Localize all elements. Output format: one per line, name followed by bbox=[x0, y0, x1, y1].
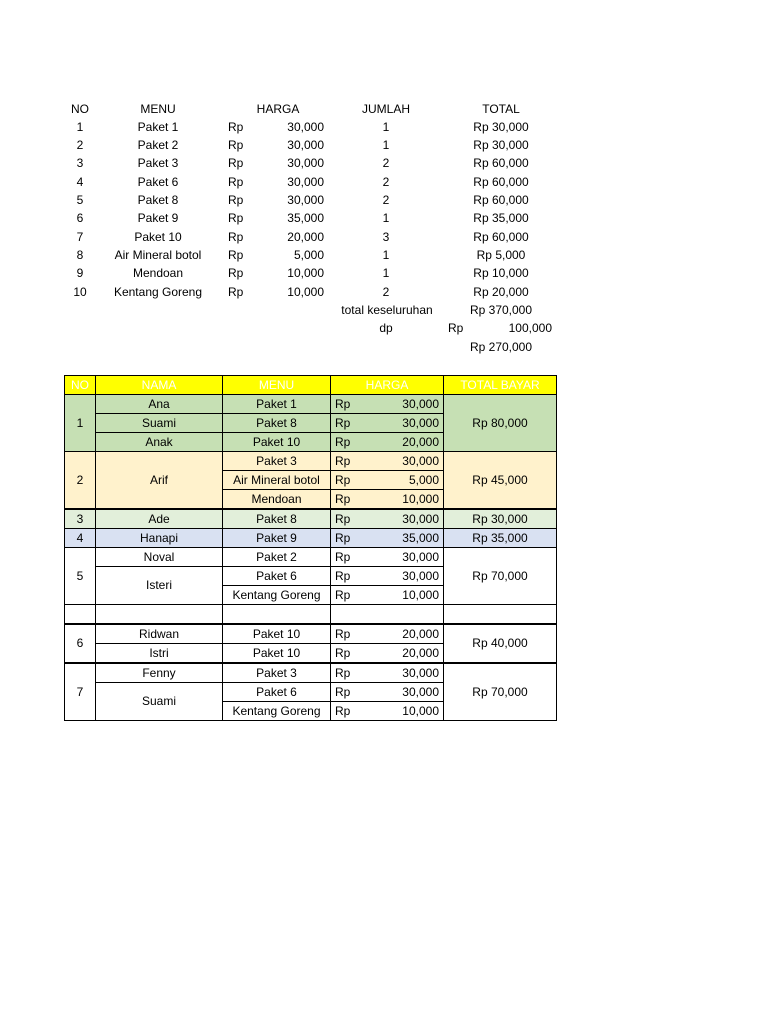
summary-menu: Air Mineral botol bbox=[114, 248, 202, 262]
header-jumlah: JUMLAH bbox=[361, 102, 410, 116]
bill-currency: Rp bbox=[331, 624, 369, 644]
bill-currency: Rp bbox=[331, 433, 369, 452]
summary-jumlah: 2 bbox=[382, 193, 390, 207]
bill-menu: Kentang Goreng bbox=[223, 702, 331, 721]
bill-total: Rp 70,000 bbox=[444, 663, 557, 721]
bill-currency: Rp bbox=[331, 548, 369, 567]
summary-menu: Paket 8 bbox=[137, 193, 179, 207]
empty-cell bbox=[65, 605, 96, 625]
summary-harga: 30,000 bbox=[287, 138, 324, 152]
bill-harga: 30,000 bbox=[369, 567, 444, 586]
bill-harga: 30,000 bbox=[369, 395, 444, 414]
summary-currency: Rp bbox=[228, 285, 244, 299]
bill-harga: 30,000 bbox=[369, 509, 444, 529]
bill-currency: Rp bbox=[331, 471, 369, 490]
empty-cell bbox=[223, 605, 331, 625]
dp-currency: Rp bbox=[448, 321, 464, 335]
table-row bbox=[65, 548, 557, 567]
bill-menu: Paket 2 bbox=[223, 548, 331, 567]
bill-no: 4 bbox=[65, 529, 96, 548]
summary-total: Rp 60,000 bbox=[473, 230, 529, 244]
summary-harga: 30,000 bbox=[287, 193, 324, 207]
table-row bbox=[65, 624, 557, 644]
bill-currency: Rp bbox=[331, 683, 369, 702]
summary-currency: Rp bbox=[228, 175, 244, 189]
dp-label: dp bbox=[379, 321, 393, 335]
bill-no: 5 bbox=[65, 548, 96, 605]
summary-jumlah: 1 bbox=[382, 138, 390, 152]
summary-currency: Rp bbox=[228, 193, 244, 207]
table-row bbox=[65, 509, 557, 529]
bill-name: Istri bbox=[96, 644, 223, 664]
bill-currency: Rp bbox=[331, 414, 369, 433]
bill-header-no: NO bbox=[65, 376, 96, 395]
bill-no: 2 bbox=[65, 452, 96, 510]
summary-total: Rp 30,000 bbox=[473, 138, 529, 152]
summary-jumlah: 2 bbox=[382, 156, 390, 170]
bill-currency: Rp bbox=[331, 567, 369, 586]
summary-menu: Paket 10 bbox=[134, 230, 182, 244]
bill-total: Rp 80,000 bbox=[444, 395, 557, 452]
summary-currency: Rp bbox=[228, 230, 244, 244]
bill-name: Hanapi bbox=[96, 529, 223, 548]
summary-menu: Paket 9 bbox=[137, 211, 179, 225]
summary-menu: Paket 1 bbox=[137, 120, 179, 134]
bill-currency: Rp bbox=[331, 452, 369, 471]
summary-currency: Rp bbox=[228, 156, 244, 170]
summary-total: Rp 60,000 bbox=[473, 175, 529, 189]
bill-name: Arif bbox=[96, 452, 223, 510]
bill-table bbox=[64, 375, 557, 721]
summary-total: Rp 60,000 bbox=[473, 156, 529, 170]
bill-harga: 30,000 bbox=[369, 452, 444, 471]
bill-menu: Paket 8 bbox=[223, 509, 331, 529]
bill-menu: Paket 6 bbox=[223, 683, 331, 702]
bill-currency: Rp bbox=[331, 702, 369, 721]
empty-cell bbox=[331, 605, 369, 625]
summary-harga: 10,000 bbox=[287, 266, 324, 280]
bill-name: Fenny bbox=[96, 663, 223, 683]
summary-currency: Rp bbox=[228, 138, 244, 152]
empty-cell bbox=[369, 605, 444, 625]
summary-jumlah: 2 bbox=[382, 175, 390, 189]
summary-menu: Paket 3 bbox=[137, 156, 179, 170]
header-harga: HARGA bbox=[256, 102, 300, 116]
bill-menu: Paket 3 bbox=[223, 452, 331, 471]
bill-menu: Paket 9 bbox=[223, 529, 331, 548]
grand-total-label: total keseluruhan bbox=[341, 303, 433, 317]
summary-jumlah: 2 bbox=[382, 285, 390, 299]
bill-total: Rp 45,000 bbox=[444, 452, 557, 510]
summary-no: 7 bbox=[76, 230, 84, 244]
bill-header-nama: NAMA bbox=[96, 376, 223, 395]
summary-menu: Mendoan bbox=[132, 266, 184, 280]
bill-menu: Paket 10 bbox=[223, 433, 331, 452]
summary-harga: 10,000 bbox=[287, 285, 324, 299]
bill-name: Ridwan bbox=[96, 624, 223, 644]
summary-no: 4 bbox=[76, 175, 84, 189]
summary-no: 2 bbox=[76, 138, 84, 152]
summary-jumlah: 1 bbox=[382, 211, 390, 225]
bill-menu: Paket 8 bbox=[223, 414, 331, 433]
summary-menu: Kentang Goreng bbox=[113, 285, 203, 299]
bill-total: Rp 70,000 bbox=[444, 548, 557, 605]
bill-currency: Rp bbox=[331, 644, 369, 664]
summary-no: 5 bbox=[76, 193, 84, 207]
bill-harga: 20,000 bbox=[369, 644, 444, 664]
summary-currency: Rp bbox=[228, 248, 244, 262]
summary-harga: 30,000 bbox=[287, 156, 324, 170]
summary-currency: Rp bbox=[228, 120, 244, 134]
empty-cell bbox=[444, 605, 557, 625]
summary-harga: 35,000 bbox=[287, 211, 324, 225]
summary-jumlah: 1 bbox=[382, 120, 390, 134]
bill-header-row bbox=[65, 376, 557, 395]
bill-harga: 10,000 bbox=[369, 490, 444, 510]
table-row bbox=[65, 529, 557, 548]
bill-harga: 20,000 bbox=[369, 624, 444, 644]
bill-menu: Mendoan bbox=[223, 490, 331, 510]
header-no: NO bbox=[71, 102, 89, 116]
remaining-value: Rp 270,000 bbox=[469, 340, 533, 354]
bill-header-harga: HARGA bbox=[331, 376, 444, 395]
table-row bbox=[65, 395, 557, 414]
bill-currency: Rp bbox=[331, 663, 369, 683]
bill-body bbox=[65, 395, 557, 721]
bill-harga: 35,000 bbox=[369, 529, 444, 548]
bill-currency: Rp bbox=[331, 529, 369, 548]
header-total: TOTAL bbox=[482, 102, 520, 116]
summary-menu: Paket 6 bbox=[137, 175, 179, 189]
bill-harga: 30,000 bbox=[369, 663, 444, 683]
summary-total: Rp 35,000 bbox=[473, 211, 529, 225]
summary-jumlah: 3 bbox=[382, 230, 390, 244]
summary-harga: 30,000 bbox=[287, 120, 324, 134]
summary-harga: 20,000 bbox=[287, 230, 324, 244]
bill-currency: Rp bbox=[331, 586, 369, 605]
summary-no: 9 bbox=[76, 266, 84, 280]
grand-total-value: Rp 370,000 bbox=[469, 303, 533, 317]
table-row bbox=[65, 452, 557, 471]
bill-header-menu: MENU bbox=[223, 376, 331, 395]
bill-menu: Air Mineral botol bbox=[223, 471, 331, 490]
bill-total: Rp 35,000 bbox=[444, 529, 557, 548]
summary-currency: Rp bbox=[228, 211, 244, 225]
bill-total: Rp 40,000 bbox=[444, 624, 557, 663]
bill-currency: Rp bbox=[331, 509, 369, 529]
dp-value: 100,000 bbox=[508, 321, 552, 335]
summary-total: Rp 60,000 bbox=[473, 193, 529, 207]
bill-total: Rp 30,000 bbox=[444, 509, 557, 529]
bill-menu: Kentang Goreng bbox=[223, 586, 331, 605]
summary-total: Rp 10,000 bbox=[473, 266, 529, 280]
bill-header-total: TOTAL BAYAR bbox=[444, 376, 557, 395]
bill-harga: 30,000 bbox=[369, 414, 444, 433]
bill-name: Ana bbox=[96, 395, 223, 414]
empty-row bbox=[65, 605, 557, 625]
summary-no: 8 bbox=[76, 248, 84, 262]
summary-total: Rp 5,000 bbox=[476, 248, 526, 262]
bill-no: 6 bbox=[65, 624, 96, 663]
bill-menu: Paket 10 bbox=[223, 644, 331, 664]
empty-cell bbox=[96, 605, 223, 625]
bill-harga: 20,000 bbox=[369, 433, 444, 452]
summary-no: 10 bbox=[73, 285, 87, 299]
bill-harga: 10,000 bbox=[369, 702, 444, 721]
bill-name: Noval bbox=[96, 548, 223, 567]
bill-currency: Rp bbox=[331, 395, 369, 414]
bill-name: Suami bbox=[96, 414, 223, 433]
table-row bbox=[65, 663, 557, 683]
bill-name: Ade bbox=[96, 509, 223, 529]
bill-menu: Paket 3 bbox=[223, 663, 331, 683]
bill-no: 3 bbox=[65, 509, 96, 529]
summary-menu: Paket 2 bbox=[137, 138, 179, 152]
bill-harga: 5,000 bbox=[369, 471, 444, 490]
summary-currency: Rp bbox=[228, 266, 244, 280]
summary-total: Rp 30,000 bbox=[473, 120, 529, 134]
bill-no: 1 bbox=[65, 395, 96, 452]
bill-name: Suami bbox=[96, 683, 223, 721]
bill-harga: 10,000 bbox=[369, 586, 444, 605]
bill-harga: 30,000 bbox=[369, 683, 444, 702]
bill-name: Isteri bbox=[96, 567, 223, 605]
summary-no: 1 bbox=[76, 120, 84, 134]
summary-total: Rp 20,000 bbox=[473, 285, 529, 299]
bill-name: Anak bbox=[96, 433, 223, 452]
bill-no: 7 bbox=[65, 663, 96, 721]
bill-harga: 30,000 bbox=[369, 548, 444, 567]
summary-no: 3 bbox=[76, 156, 84, 170]
header-menu: MENU bbox=[140, 102, 176, 116]
bill-currency: Rp bbox=[331, 490, 369, 510]
bill-menu: Paket 6 bbox=[223, 567, 331, 586]
summary-jumlah: 1 bbox=[382, 266, 390, 280]
summary-no: 6 bbox=[76, 211, 84, 225]
summary-harga: 5,000 bbox=[293, 248, 324, 262]
bill-menu: Paket 1 bbox=[223, 395, 331, 414]
summary-jumlah: 1 bbox=[382, 248, 390, 262]
summary-harga: 30,000 bbox=[287, 175, 324, 189]
bill-menu: Paket 10 bbox=[223, 624, 331, 644]
